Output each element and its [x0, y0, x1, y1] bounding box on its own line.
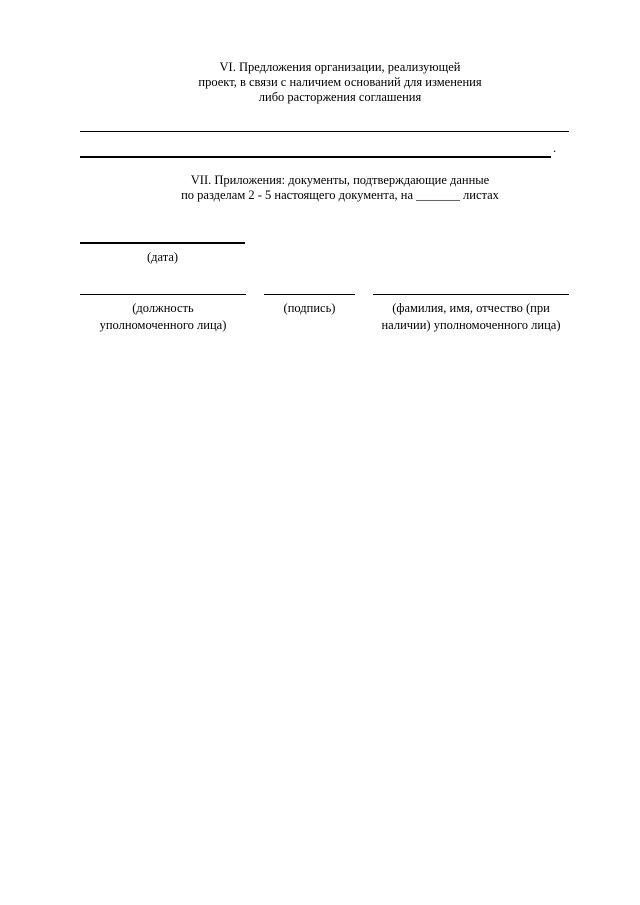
- position-caption-line-1: (должность: [132, 301, 194, 315]
- signature-line[interactable]: [264, 294, 355, 295]
- date-caption-text: (дата): [146, 250, 179, 264]
- section-vi-trailing-dot: .: [553, 141, 557, 155]
- section-vii-line-1: VII. Приложения: документы, подтверждающие данные: [190, 173, 490, 187]
- section-vi-line-3: либо расторжения соглашения: [258, 90, 422, 104]
- name-caption-line-2: наличии) уполномоченного лица): [381, 318, 561, 332]
- section-vi-heading: [80, 60, 600, 105]
- date-caption: [80, 249, 245, 266]
- section-vi-line-2: проект, в связи с наличием оснований для изменения: [198, 75, 482, 89]
- signature-caption-text: (подпись): [283, 301, 336, 315]
- name-caption-line-1: (фамилия, имя, отчество (при: [392, 301, 550, 315]
- signature-caption: [254, 300, 365, 317]
- section-vii-line-2: по разделам 2 - 5 настоящего документа, на _______ листах: [181, 188, 499, 202]
- date-line[interactable]: [80, 242, 245, 244]
- section-vi-fill-line-2[interactable]: [80, 156, 551, 158]
- name-caption: [363, 300, 579, 334]
- position-line[interactable]: [80, 294, 246, 295]
- section-vi-fill-line-1[interactable]: [80, 131, 569, 132]
- position-caption: [70, 300, 256, 334]
- section-vii-heading: [80, 173, 600, 203]
- section-vi-line-1: VI. Предложения организации, реализующей: [219, 60, 461, 74]
- name-line[interactable]: [373, 294, 569, 295]
- position-caption-line-2: уполномоченного лица): [99, 318, 227, 332]
